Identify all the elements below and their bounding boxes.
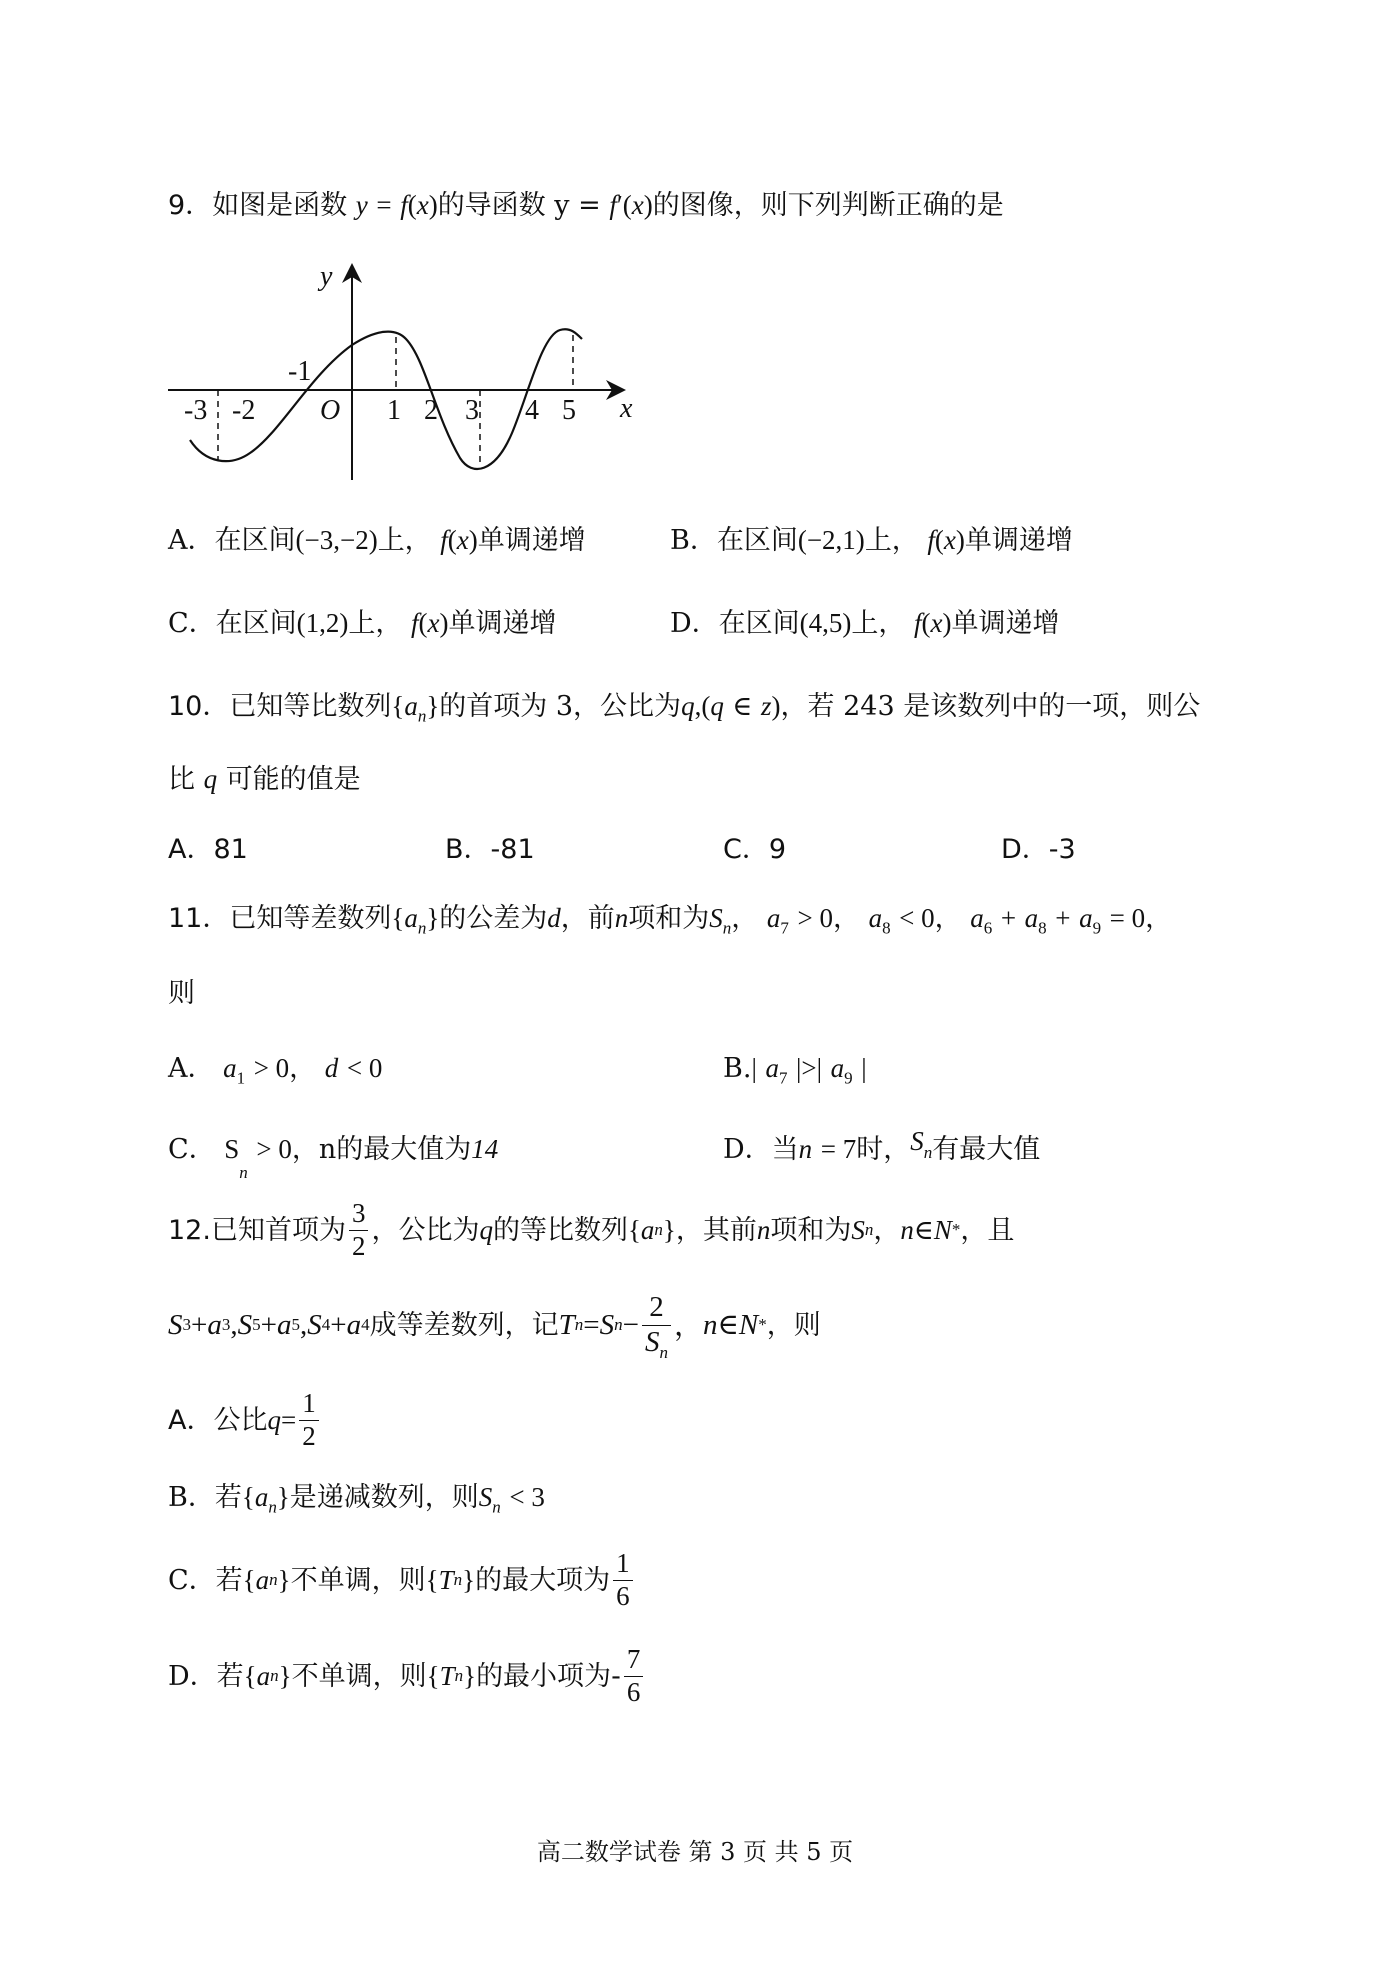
tick-3: 3	[465, 395, 479, 426]
q9-option-d: D．在区间(4,5)上， f(x)单调递增	[670, 608, 1060, 639]
q12-option-d: D．若 { a n } 不单调，则 { T n } 的最小项为 - $\frac{7}{6}$	[168, 1636, 646, 1716]
q11-option-b: B.| $a_7$ |>| $a_9$ |	[723, 1053, 867, 1088]
q12-option-c: C．若 { a n } 不单调，则 { T n } 的最大项为 $\frac{1}{6}$	[168, 1540, 636, 1620]
q12-option-b: B．若$\{a_n\}$是递减数列，则$S_n < 3$	[168, 1482, 545, 1517]
q9-option-a: A．在区间(−3,−2)上， f(x)单调递增	[168, 525, 586, 556]
tick-neg3: -3	[184, 395, 208, 426]
q9-option-c: C．在区间(1,2)上， f(x)单调递增	[168, 608, 557, 639]
q9-option-b: B．在区间(−2,1)上， f(x)单调递增	[670, 525, 1073, 556]
q12-option-a: A．公比 q = $\frac{1}{2}$	[168, 1380, 322, 1460]
q10-stem-continued: 比 q 可能的值是	[168, 764, 361, 795]
q11-option-d: D．当n = 7时，$S_n$有最大值	[723, 1126, 1041, 1165]
fraction-1-6: $\frac{1}{6}$	[613, 1548, 633, 1611]
x-axis-label: x	[620, 393, 633, 424]
fraction-3-2: $\frac{3}{2}$	[349, 1198, 369, 1261]
y-axis-label: y	[320, 261, 333, 292]
fraction-1-2: $\frac{1}{2}$	[299, 1388, 319, 1451]
q12-stem: 12. 已知首项为 $\frac{3}{2}$ ，公比为 q 的等比数列 { a n } ，其前 n 项和为 S n ， n ∈ N * ，且	[168, 1198, 1015, 1261]
q11-option-c: C． $S_n > 0$，n的最大值为14	[168, 1134, 499, 1183]
q11-stem-continued: 则	[168, 978, 195, 1009]
tick-5: 5	[562, 395, 576, 426]
q10-option-b: B．-81	[445, 834, 535, 865]
page-footer: 高二数学试卷 第 3 页 共 5 页	[536, 1838, 854, 1866]
q10-stem: 10．已知等比数列$\{a_n\}$的首项为 3，公比为q,(q ∈ z)，若 243 是该数列中的一项，则公	[168, 691, 1201, 726]
q10-option-c: C．9	[723, 834, 787, 865]
label-neg1: -1	[288, 356, 312, 387]
q10-option-d: D．-3	[1001, 834, 1076, 865]
fraction-2-sn: $\frac{2}{S_n}$	[642, 1291, 671, 1359]
q12-stem-continued: S 3 + a 3 , S 5 + a 5 , S 4 + a 4 成等差数列，记 T n = S n − $\frac{2}{S_n}$ ， n ∈ N * ，则	[168, 1291, 821, 1362]
tick-2: 2	[424, 395, 438, 426]
origin-label: O	[320, 395, 341, 426]
derivative-graph	[160, 255, 640, 485]
tick-1: 1	[387, 395, 401, 426]
fraction-7-6: $\frac{7}{6}$	[624, 1644, 644, 1707]
tick-4: 4	[525, 395, 539, 426]
q11-option-a: A． $a_1 > 0$， d < 0	[168, 1053, 383, 1088]
q9-stem: 9．如图是函数 y = f(x)的导函数 y = f′(x)的图像，则下列判断正确的是	[168, 190, 1004, 221]
q10-option-a: A．81	[168, 834, 248, 865]
q11-stem: 11．已知等差数列$\{a_n\}$的公差为d，前n项和为$S_n$， $a_7 > 0$， $a_8 < 0$， $a_6 + a_8 + a_9 = 0$，	[168, 903, 1173, 938]
tick-neg2: -2	[232, 395, 256, 426]
